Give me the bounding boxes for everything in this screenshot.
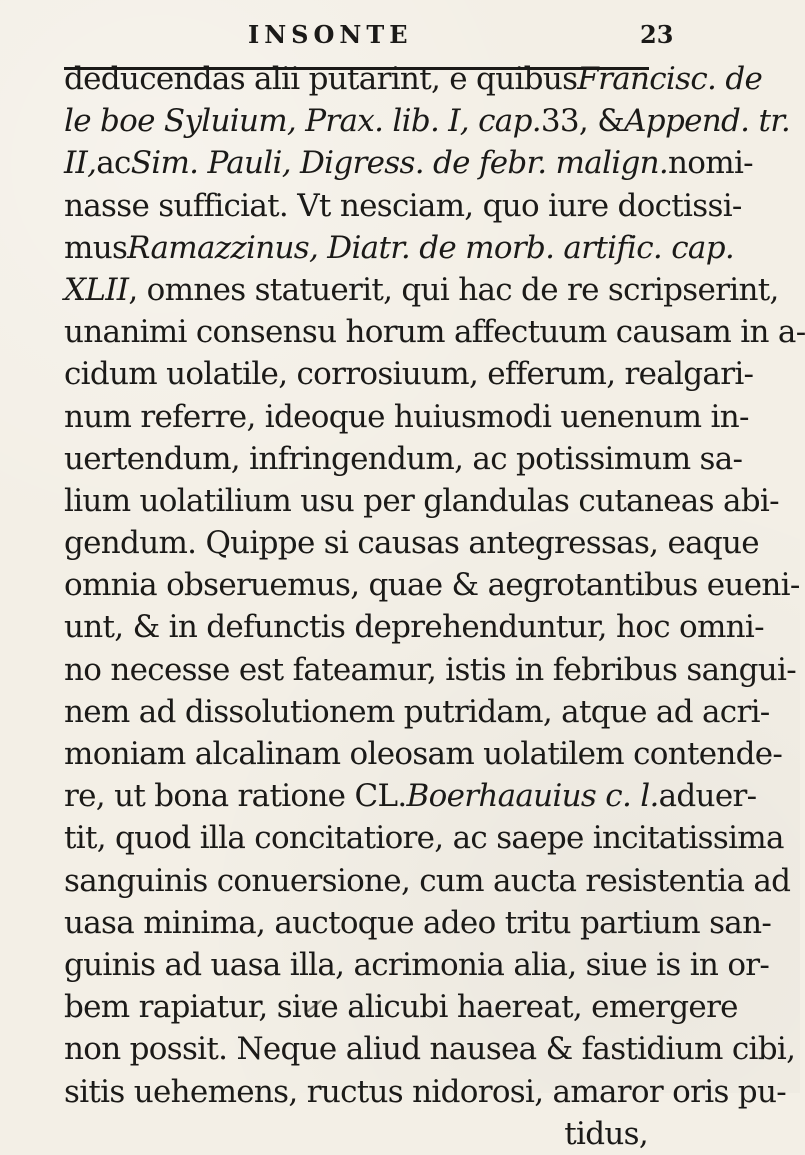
text-line-2 xyxy=(64,100,791,142)
text-line-23 xyxy=(64,986,738,1028)
text-line-16 xyxy=(64,691,770,733)
text-fragment: uertendum, infringendum, ac potissimum sa- xyxy=(64,440,743,477)
text-fragment: 33, & xyxy=(540,103,625,140)
text-fragment: moniam alcalinam oleosam uolatilem contende- xyxy=(64,736,783,772)
text-fragment: aduer- xyxy=(658,778,757,815)
text-line-4 xyxy=(64,185,742,227)
text-line-24 xyxy=(64,1028,796,1070)
text-line-1 xyxy=(64,58,763,100)
text-fragment: sitis uehemens, ructus nidorosi, amaror oris pu- xyxy=(64,1073,786,1110)
text-line-6 xyxy=(64,269,779,311)
text-fragment: nomi- xyxy=(668,145,753,182)
text-fragment: re, ut bona ratione CL. xyxy=(64,778,407,815)
text-line-3 xyxy=(64,142,753,184)
citation-fragment: Append. tr. xyxy=(624,103,791,140)
page-number: 23 xyxy=(640,20,674,49)
text-line-25 xyxy=(64,1071,786,1113)
text-line-7 xyxy=(64,311,805,353)
citation-fragment: Ramazzinus, Diatr. de morb. artific. cap. xyxy=(127,229,734,266)
text-fragment: bem rapiatur, siue alicubi haereat, emergere xyxy=(64,989,738,1026)
text-line-5 xyxy=(64,227,734,269)
text-fragment: num referre, ideoque huiusmodi uenenum in- xyxy=(64,398,749,435)
text-fragment: no necesse est fateamur, istis in febribus sangui- xyxy=(64,651,797,688)
text-fragment: , omnes statuerit, qui hac de re scripserint, xyxy=(128,271,779,308)
text-line-8 xyxy=(64,353,754,395)
text-fragment: unanimi consensu horum affectuum causam in a- xyxy=(64,314,805,351)
citation-fragment: Boerhaauius c. l. xyxy=(406,778,659,815)
text-fragment: unt, & in defunctis deprehenduntur, hoc omni- xyxy=(64,609,764,646)
citation-fragment: le boe Syluium, Prax. lib. I, cap. xyxy=(64,103,541,140)
text-line-13 xyxy=(64,564,800,606)
page-title: INSONTE xyxy=(248,20,413,49)
text-line-26 xyxy=(64,1113,654,1155)
citation-fragment: Francisc. de xyxy=(577,61,763,97)
text-fragment: ac xyxy=(96,145,131,182)
text-fragment: sanguinis conuersione, cum aucta resistentia ad xyxy=(64,862,791,899)
text-fragment: nem ad dissolutionem putridam, atque ad acri- xyxy=(64,693,770,730)
text-line-14 xyxy=(64,606,764,648)
text-fragment: mus xyxy=(64,229,128,266)
text-fragment: non possit. Neque aliud nausea & fastidium cibi, xyxy=(64,1031,796,1068)
text-line-21 xyxy=(64,902,772,944)
text-fragment: tit, quod illa concitatiore, ac saepe incitatissima xyxy=(64,820,784,857)
text-fragment: deducendas alii putarint, e quibus xyxy=(64,61,578,97)
text-line-15 xyxy=(64,649,797,691)
text-fragment: lium uolatilium usu per glandulas cutaneas abi- xyxy=(64,482,779,519)
text-line-20 xyxy=(64,860,791,902)
citation-fragment: II, xyxy=(64,145,97,182)
text-fragment: guinis ad uasa illa, acrimonia alia, siue is in or- xyxy=(64,946,770,983)
running-head xyxy=(0,18,800,54)
text-line-9 xyxy=(64,396,749,438)
text-line-22 xyxy=(64,944,770,986)
text-fragment: omnia obseruemus, quae & aegrotantibus eueni- xyxy=(64,567,800,604)
text-line-10 xyxy=(64,438,743,480)
text-line-11 xyxy=(64,480,779,522)
text-fragment: tidus, xyxy=(564,1115,648,1152)
text-line-12 xyxy=(64,522,759,564)
text-fragment: cidum uolatile, corrosiuum, efferum, realgari- xyxy=(64,356,754,393)
text-fragment: nasse sufficiat. Vt nesciam, quo iure doctissi- xyxy=(64,187,742,224)
text-fragment: gendum. Quippe si causas antegressas, eaque xyxy=(64,525,759,562)
text-line-17 xyxy=(64,733,783,775)
text-line-18 xyxy=(64,775,757,817)
citation-fragment: XLII xyxy=(64,271,129,308)
text-line-19 xyxy=(64,817,784,859)
body-text xyxy=(64,58,805,1155)
citation-fragment: Sim. Pauli, Digress. de febr. malign. xyxy=(130,145,669,182)
text-fragment: uasa minima, auctoque adeo tritu partium san- xyxy=(64,904,772,941)
